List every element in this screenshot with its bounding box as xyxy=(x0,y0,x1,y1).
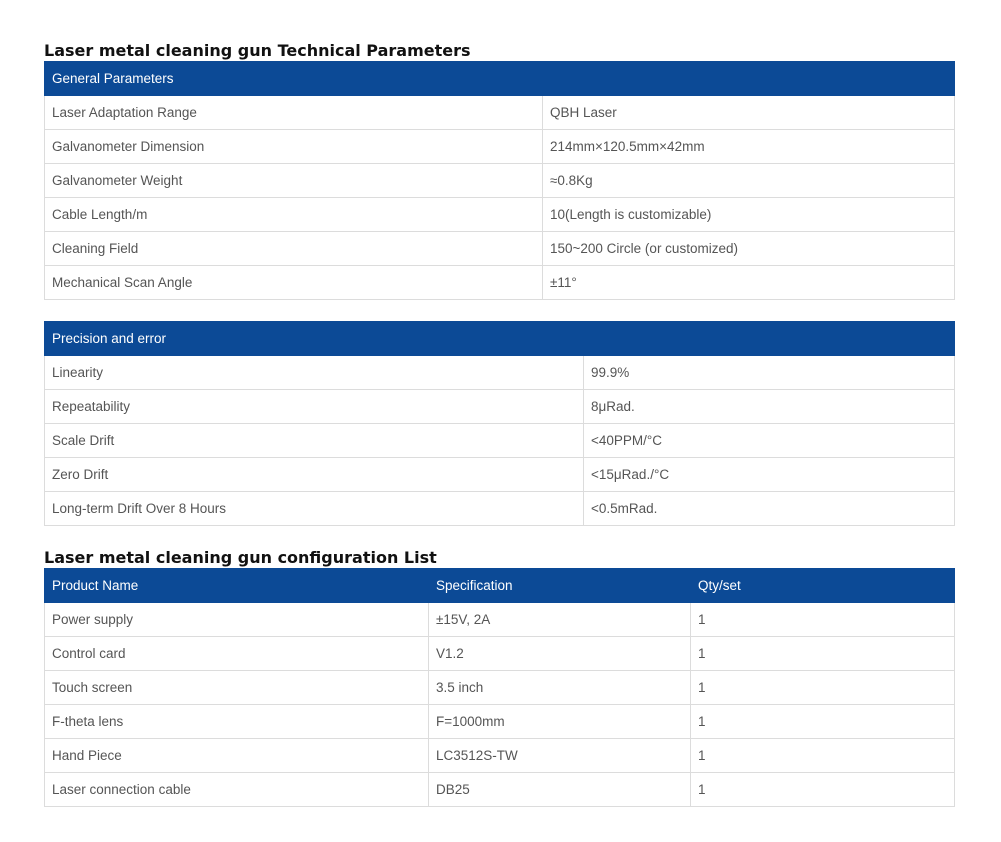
qty-cell: 1 xyxy=(691,705,955,739)
precision-error-header: Precision and error xyxy=(45,322,955,356)
param-label: Laser Adaptation Range xyxy=(45,96,543,130)
product-name-cell: Touch screen xyxy=(45,671,429,705)
table-row xyxy=(45,603,955,637)
configuration-list-title: Laser metal cleaning gun configuration List xyxy=(44,548,437,567)
param-value: 150~200 Circle (or customized) xyxy=(543,232,955,266)
param-label: Long-term Drift Over 8 Hours xyxy=(45,492,584,526)
precision-error-table xyxy=(44,321,955,526)
param-label: Galvanometer Dimension xyxy=(45,130,543,164)
configuration-list-table xyxy=(44,568,955,807)
param-value: 99.9% xyxy=(584,356,955,390)
table-header-row xyxy=(45,322,955,356)
param-label: Repeatability xyxy=(45,390,584,424)
param-label: Cleaning Field xyxy=(45,232,543,266)
param-label: Scale Drift xyxy=(45,424,584,458)
param-label: Linearity xyxy=(45,356,584,390)
table-row xyxy=(45,637,955,671)
technical-parameters-title: Laser metal cleaning gun Technical Parameters xyxy=(44,41,471,60)
column-header-specification: Specification xyxy=(429,569,691,603)
table-row xyxy=(45,232,955,266)
general-parameters-table xyxy=(44,61,955,300)
specification-cell: F=1000mm xyxy=(429,705,691,739)
param-label: Mechanical Scan Angle xyxy=(45,266,543,300)
param-value: <40PPM/°C xyxy=(584,424,955,458)
param-label: Zero Drift xyxy=(45,458,584,492)
param-value: <15μRad./°C xyxy=(584,458,955,492)
product-name-cell: F-theta lens xyxy=(45,705,429,739)
product-name-cell: Power supply xyxy=(45,603,429,637)
qty-cell: 1 xyxy=(691,603,955,637)
table-row xyxy=(45,773,955,807)
column-header-qty: Qty/set xyxy=(691,569,955,603)
product-name-cell: Control card xyxy=(45,637,429,671)
table-row xyxy=(45,356,955,390)
table-row xyxy=(45,266,955,300)
table-row xyxy=(45,424,955,458)
param-value: <0.5mRad. xyxy=(584,492,955,526)
table-header-row xyxy=(45,569,955,603)
param-value: 10(Length is customizable) xyxy=(543,198,955,232)
param-value: ±11° xyxy=(543,266,955,300)
table-row xyxy=(45,130,955,164)
qty-cell: 1 xyxy=(691,671,955,705)
param-value: 8μRad. xyxy=(584,390,955,424)
specification-cell: V1.2 xyxy=(429,637,691,671)
product-name-cell: Hand Piece xyxy=(45,739,429,773)
param-label: Cable Length/m xyxy=(45,198,543,232)
specification-cell: LC3512S-TW xyxy=(429,739,691,773)
table-row xyxy=(45,671,955,705)
table-row xyxy=(45,739,955,773)
qty-cell: 1 xyxy=(691,773,955,807)
table-header-row xyxy=(45,62,955,96)
param-value: QBH Laser xyxy=(543,96,955,130)
specification-cell: DB25 xyxy=(429,773,691,807)
qty-cell: 1 xyxy=(691,637,955,671)
table-row xyxy=(45,390,955,424)
column-header-product-name: Product Name xyxy=(45,569,429,603)
table-row xyxy=(45,164,955,198)
specification-cell: ±15V, 2A xyxy=(429,603,691,637)
table-row xyxy=(45,492,955,526)
param-label: Galvanometer Weight xyxy=(45,164,543,198)
param-value: 214mm×120.5mm×42mm xyxy=(543,130,955,164)
product-name-cell: Laser connection cable xyxy=(45,773,429,807)
table-row xyxy=(45,705,955,739)
qty-cell: 1 xyxy=(691,739,955,773)
param-value: ≈0.8Kg xyxy=(543,164,955,198)
general-parameters-header: General Parameters xyxy=(45,62,955,96)
specification-cell: 3.5 inch xyxy=(429,671,691,705)
table-row xyxy=(45,458,955,492)
table-row xyxy=(45,198,955,232)
table-row xyxy=(45,96,955,130)
